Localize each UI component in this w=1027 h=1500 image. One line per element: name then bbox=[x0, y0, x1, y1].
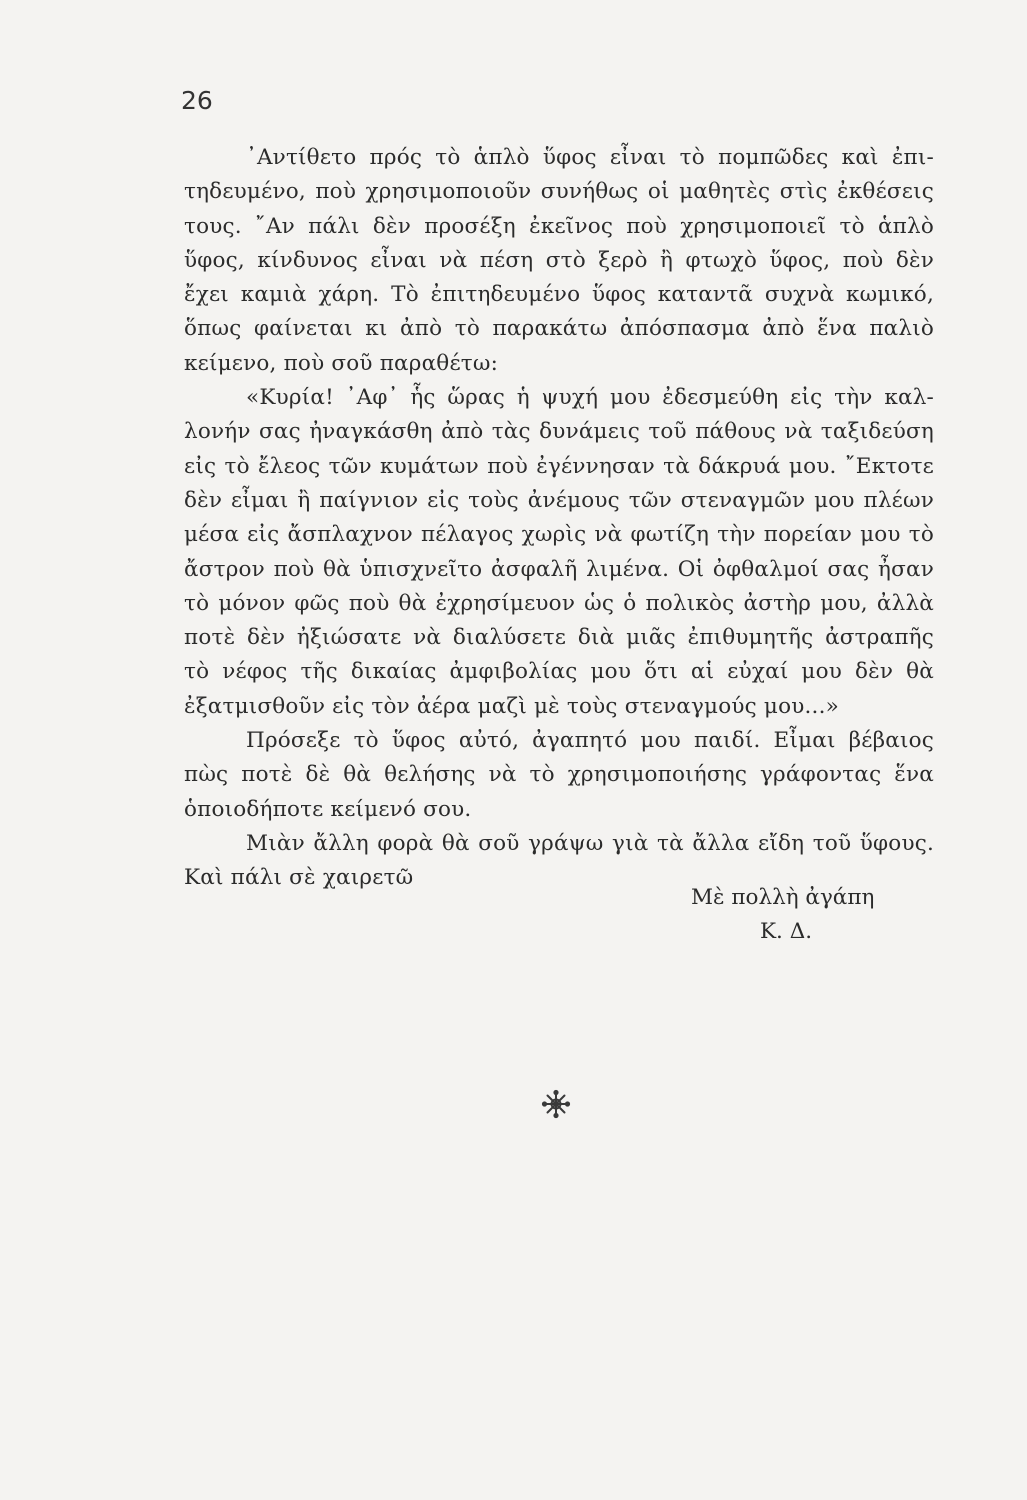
body-line: Πρόσεξε τὸ ὕφος αὐτό, ἀγαπητό μου παιδί. Εἶμαι βέβαιος bbox=[246, 728, 934, 754]
body-line: τηδευμένο, ποὺ χρησιμοποιοῦν συνήθως οἱ μαθητὲς στὶς ἐκθέσεις bbox=[184, 179, 934, 205]
body-line: ὕφος, κίνδυνος εἶναι νὰ πέση στὸ ξερὸ ἢ φτωχὸ ὕφος, ποὺ δὲν bbox=[184, 247, 934, 273]
signature-initials: Κ. Δ. bbox=[760, 919, 813, 944]
body-line: ᾽Αντίθετο πρός τὸ ἁπλὸ ὕφος εἶναι τὸ πομπῶδες καὶ ἐπι- bbox=[246, 145, 934, 170]
quote-line: τὸ μόνον φῶς ποὺ θὰ ἐχρησίμευον ὡς ὁ πολικὸς ἀστὴρ μου, ἀλλὰ bbox=[184, 590, 934, 616]
body-line: Καὶ πάλι σὲ χαιρετῶ bbox=[184, 865, 414, 891]
asterism-ornament-icon bbox=[541, 1089, 571, 1119]
quote-line: ποτὲ δὲν ἠξιώσατε νὰ διαλύσετε διὰ μιᾶς ἐπιθυμητῆς ἀστραπῆς bbox=[184, 625, 934, 651]
body-line: ὁποιοδήποτε κείμενό σου. bbox=[184, 796, 472, 822]
ornament-graphic bbox=[541, 1089, 571, 1119]
body-line: τους. ῎Αν πάλι δὲν προσέξη ἐκεῖνος ποὺ χρησιμοποιεῖ τὸ ἁπλὸ bbox=[184, 213, 934, 239]
quote-line: «Κυρία! ᾽Αφ᾽ ἧς ὥρας ἡ ψυχή μου ἐδεσμεύθη εἰς τὴν καλ- bbox=[246, 385, 934, 411]
quote-line: λονήν σας ἠναγκάσθη ἀπὸ τὰς δυνάμεις τοῦ πάθους νὰ ταξιδεύση bbox=[184, 419, 934, 445]
body-line: ὅπως φαίνεται κι ἀπὸ τὸ παρακάτω ἀπόσπασμα ἀπὸ ἕνα παλιὸ bbox=[184, 316, 934, 342]
quote-line: ἐξατμισθοῦν εἰς τὸν ἀέρα μαζὶ μὲ τοὺς στεναγμούς μου...» bbox=[184, 693, 839, 719]
letter-body bbox=[184, 141, 934, 896]
quote-line: τὸ νέφος τῆς δικαίας ἀμφιβολίας μου ὅτι αἱ εὐχαί μου δὲν θὰ bbox=[184, 659, 934, 685]
quote-line: ἄστρον ποὺ θὰ ὑπισχνεῖτο ἀσφαλῆ λιμένα. Οἱ ὀφθαλμοί σας ἦσαν bbox=[184, 556, 934, 582]
body-line: πὼς ποτὲ δὲ θὰ θελήσης νὰ τὸ χρησιμοποιήσης γράφοντας ἕνα bbox=[184, 762, 934, 788]
page-number: 26 bbox=[181, 86, 213, 115]
body-line: ἔχει καμιὰ χάρη. Τὸ ἐπιτηδευμένο ὕφος καταντᾶ συχνὰ κωμικό, bbox=[184, 282, 934, 308]
quote-line: εἰς τὸ ἔλεος τῶν κυμάτων ποὺ ἐγέννησαν τὰ δάκρυά μου. ῎Εκτοτε bbox=[184, 453, 934, 479]
quote-line: μέσα εἰς ἄσπλαχνον πέλαγος χωρὶς νὰ φωτίζη τὴν πορείαν μου τὸ bbox=[184, 522, 934, 548]
signature-closing: Μὲ πολλὴ ἀγάπη bbox=[691, 885, 875, 910]
body-line: κείμενο, ποὺ σοῦ παραθέτω: bbox=[184, 350, 499, 376]
quote-line: δὲν εἶμαι ἢ παίγνιον εἰς τοὺς ἀνέμους τῶν στεναγμῶν μου πλέων bbox=[184, 487, 934, 513]
body-line: Μιὰν ἄλλη φορὰ θὰ σοῦ γράψω γιὰ τὰ ἄλλα εἴδη τοῦ ὕφους. bbox=[246, 830, 934, 856]
